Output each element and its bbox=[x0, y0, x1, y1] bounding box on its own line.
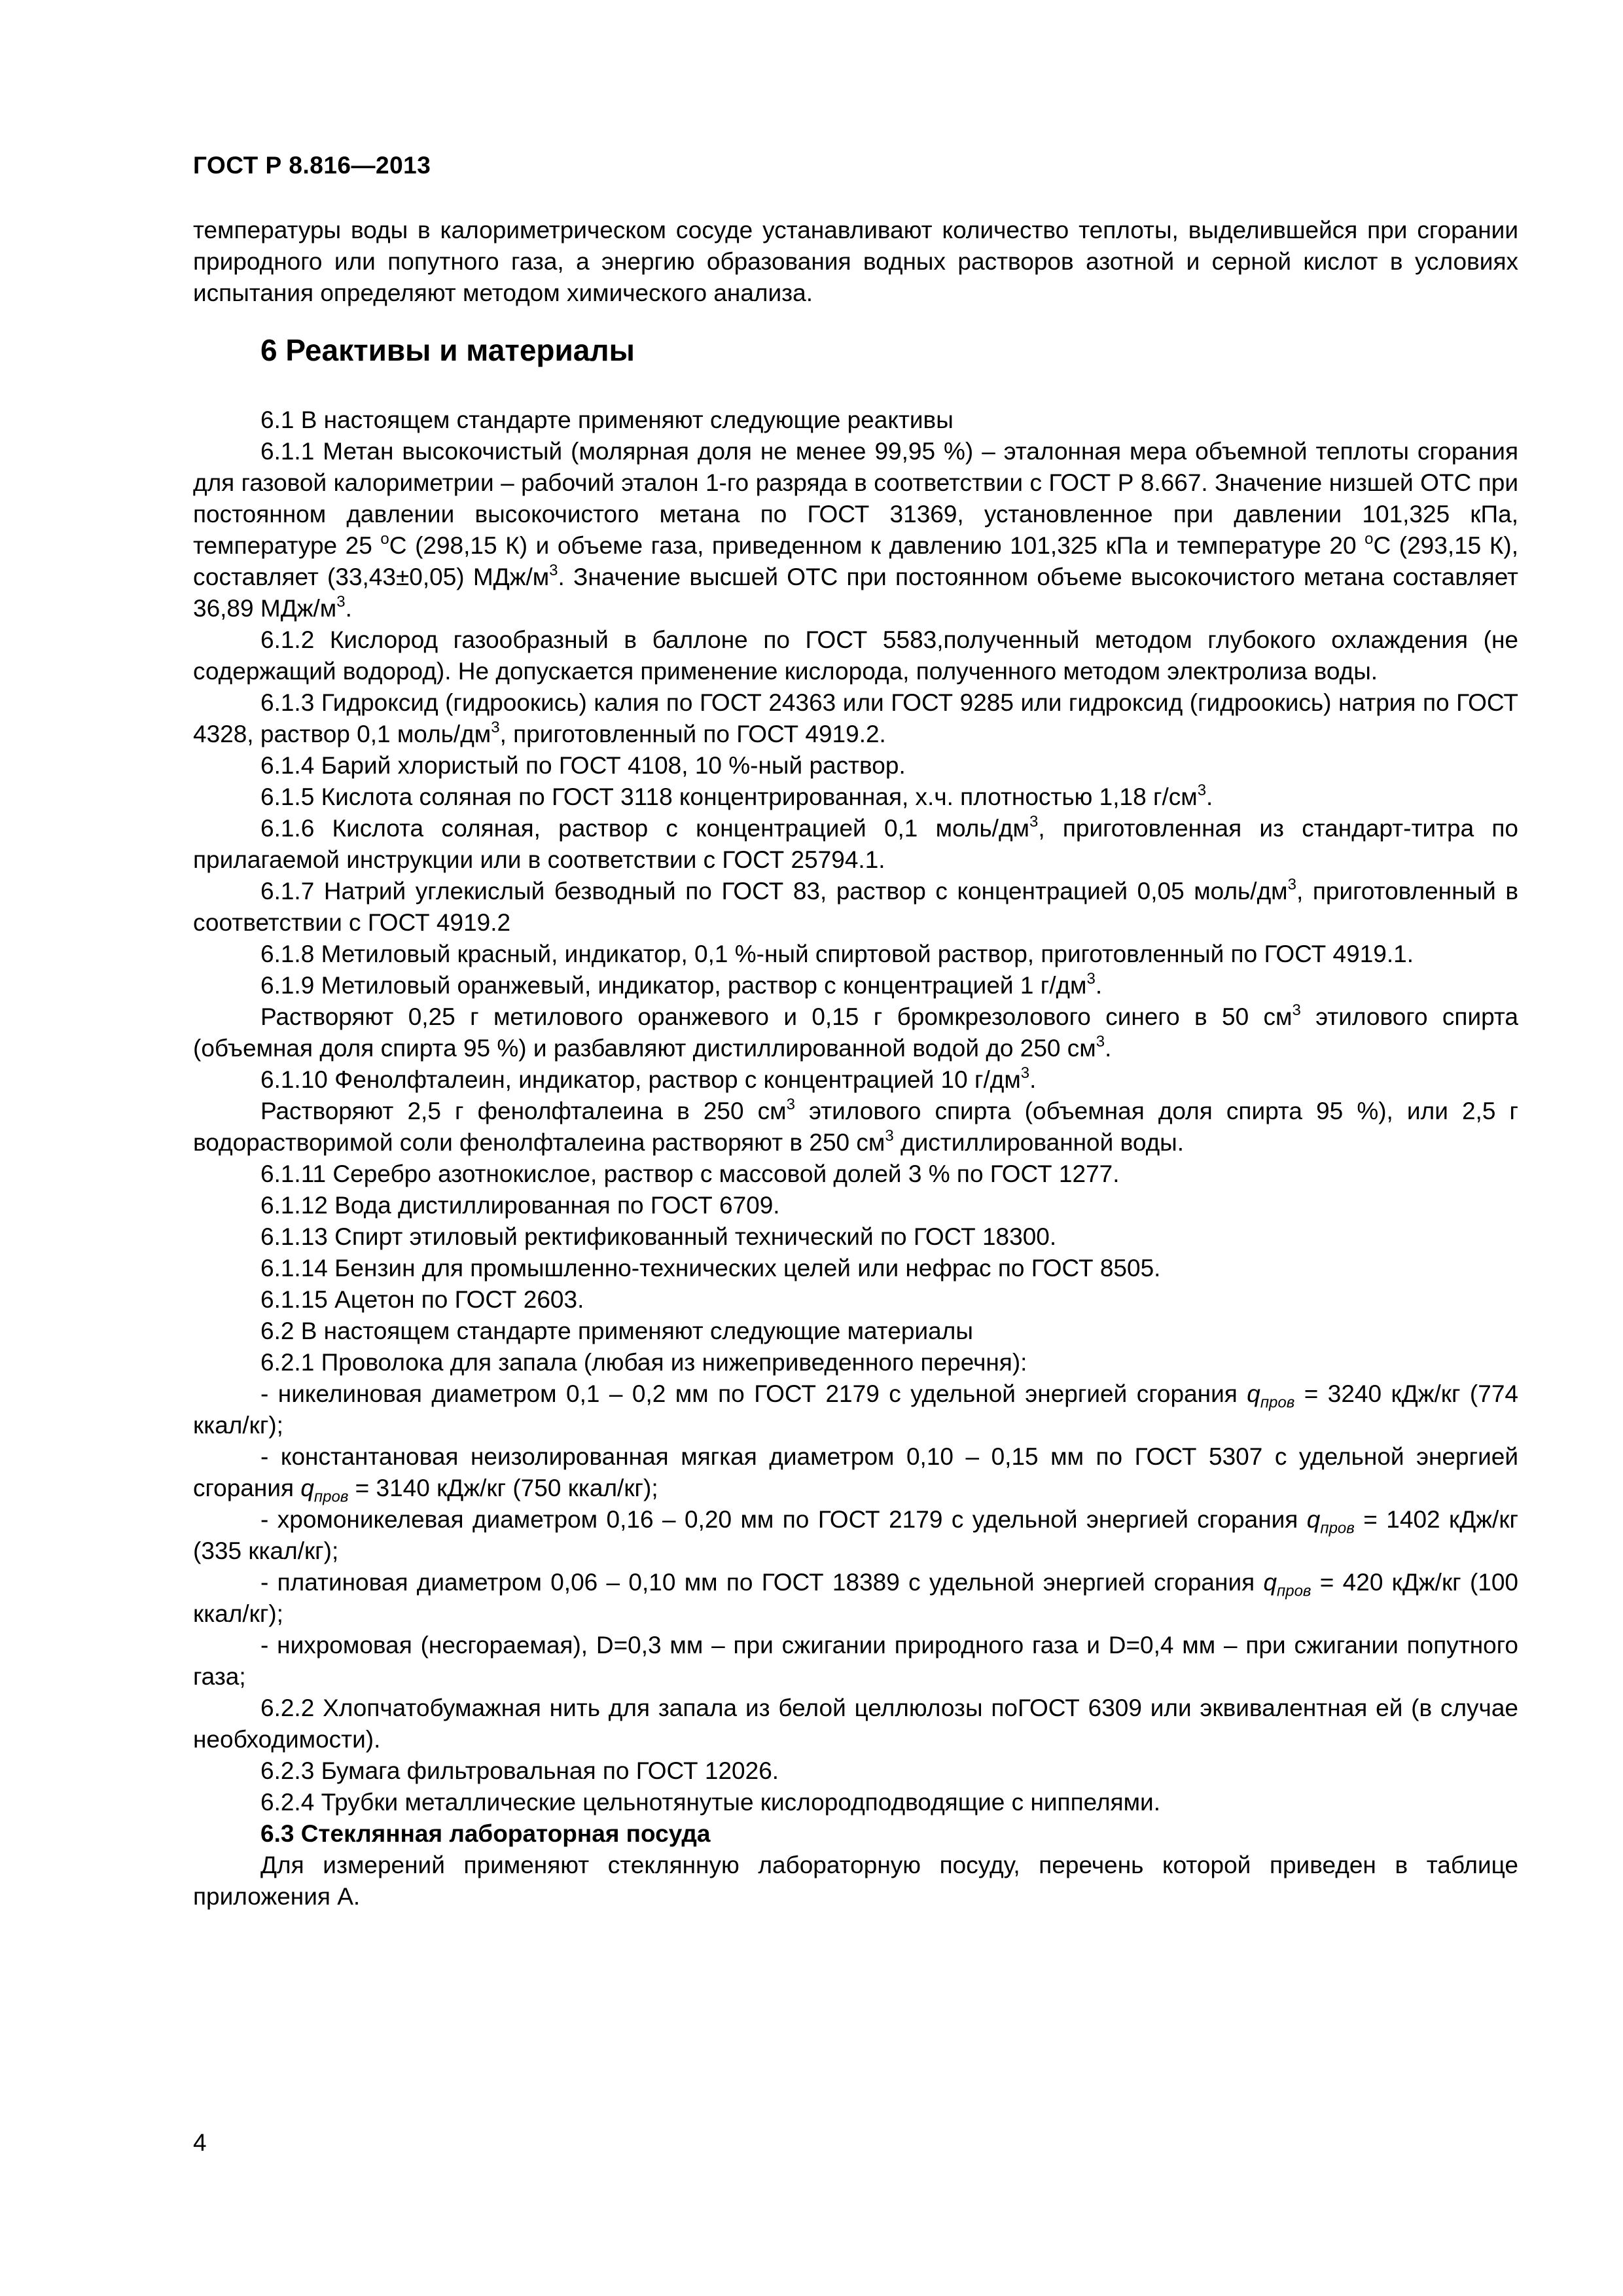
paragraph-6-3: Для измерений применяют стеклянную лабораторную посуду, перечень которой приведен в таблице приложения А. bbox=[193, 1852, 1518, 1910]
paragraph-6-1-15: 6.1.15 Ацетон по ГОСТ 2603. bbox=[260, 1286, 584, 1313]
paragraph-6-1-1: 6.1.1 Метан высокочистый (молярная доля не менее 99,95 %) – эталонная мера объемной теплоты сгорания для газовой калориметрии – рабочий эталон 1-го разряда в соответствии с ГОСТ Р 8.667. Значение низшей ОТС при постоянном давлении высокочистого метана по ГОСТ 31369, установленное при давлении 101,325 кПа, температуре 25 $^o$С (298,15 К) и объеме газа, приведенном к давлению 101,325 кПа и температуре 20 $^o$С (293,15 К), составляет (33,43±0,05) МДж/$м^3$. Значение высшей ОТС при постоянном объеме высокочистого метана составляет 36,89 МДж/$м^3$. bbox=[193, 438, 1518, 622]
paragraph-6-1-6: 6.1.6 Кислота соляная, раствор с концентрацией 0,1 моль/$дм^3$, приготовленная из стандарт-титра по прилагаемой инструкции или в соответствии с ГОСТ 25794.1. bbox=[193, 812, 1518, 873]
page-number: 4 bbox=[193, 2129, 207, 2156]
section-title: 6 Реактивы и материалы bbox=[260, 333, 635, 367]
wire-item-platinum: - платиновая диаметром 0,06 – 0,10 мм по ГОСТ 18389 с удельной энергией сгорания $q_{пров} = 420$ кДж/кг (100 ккал/кг); bbox=[193, 1569, 1518, 1627]
paragraph-6-1-14: 6.1.14 Бензин для промышленно-технических целей или нефрас по ГОСТ 8505. bbox=[260, 1255, 1161, 1282]
paragraph-6-2: 6.2 В настоящем стандарте применяют следующие материалы bbox=[260, 1318, 973, 1344]
paragraph-6-1-5: 6.1.5 Кислота соляная по ГОСТ 3118 концентрированная, х.ч. плотностью 1,18 $г/см^3$. bbox=[260, 781, 1213, 810]
wire-item-chromonickel: - хромоникелевая диаметром 0,16 – 0,20 мм по ГОСТ 2179 с удельной энергией сгорания $q_{пров} = 1402$ кДж/кг (335 ккал/кг); bbox=[193, 1506, 1519, 1564]
paragraph-6-1-11: 6.1.11 Серебро азотнокислое, раствор с массовой долей 3 % по ГОСТ 1277. bbox=[260, 1160, 1120, 1187]
paragraph-6-1-10-preparation: Растворяют 2,5 г фенолфталеина в 250 $см^3$ этилового спирта (объемная доля спирта 95 %), или 2,5 г водорастворимой соли фенолфталеина растворяют в 250 $см^3$ дистиллированной воды. bbox=[193, 1095, 1518, 1156]
document-header: ГОСТ Р 8.816—2013 bbox=[193, 152, 431, 179]
paragraph-6-2-4: 6.2.4 Трубки металлические цельнотянутые кислородподводящие с ниппелями. bbox=[260, 1789, 1160, 1816]
paragraph-6-1-12: 6.1.12 Вода дистиллированная по ГОСТ 6709. bbox=[260, 1192, 780, 1219]
paragraph-6-1-9-preparation: Растворяют 0,25 г метилового оранжевого и 0,15 г бромкрезолового синего в 50 $см^3$ этилового спирта (объемная доля спирта 95 %) и разбавляют дистиллированной водой до 250 $см^3$. bbox=[193, 1001, 1518, 1062]
paragraph-6-2-1: 6.2.1 Проволока для запала (любая из нижеприведенного перечня): bbox=[260, 1349, 1027, 1376]
intro-paragraph: температуры воды в калориметрическом сосуде устанавливают количество теплоты, выделившейся при сгорании природного или попутного газа, а энергию образования водных растворов азотной и серной кислот в условиях испытания определяют методом химического анализа. bbox=[193, 217, 1518, 306]
paragraph-6-1-8: 6.1.8 Метиловый красный, индикатор, 0,1 %-ный спиртовой раствор, приготовленный по ГОСТ 4919.1. bbox=[260, 941, 1414, 967]
paragraph-6-1-3: 6.1.3 Гидроксид (гидроокись) калия по ГОСТ 24363 или ГОСТ 9285 или гидроксид (гидроокись) натрия по ГОСТ 4328, раствор 0,1 моль/$дм^3$, приготовленный по ГОСТ 4919.2. bbox=[193, 689, 1518, 747]
paragraph-6-2-2: 6.2.2 Хлопчатобумажная нить для запала из белой целлюлозы поГОСТ 6309 или эквивалентная ей (в случае необходимости). bbox=[193, 1695, 1518, 1753]
document-body bbox=[193, 215, 1518, 1912]
paragraph-6-1-13: 6.1.13 Спирт этиловый ректификованный технический по ГОСТ 18300. bbox=[260, 1223, 1057, 1250]
paragraph-6-1-10: 6.1.10 Фенолфталеин, индикатор, раствор с концентрацией 10 $г/дм^3$. bbox=[260, 1064, 1037, 1093]
paragraph-6-1-4: 6.1.4 Барий хлористый по ГОСТ 4108, 10 %-ный раствор. bbox=[260, 752, 906, 779]
paragraph-6-2-3: 6.2.3 Бумага фильтровальная по ГОСТ 12026. bbox=[260, 1757, 779, 1784]
paragraph-6-1-2: 6.1.2 Кислород газообразный в баллоне по ГОСТ 5583,полученный методом глубокого охлаждения (не содержащий водород). Не допускается применение кислорода, полученного методом электролиза воды. bbox=[193, 626, 1518, 685]
wire-item-nickel: - никелиновая диаметром 0,1 – 0,2 мм по ГОСТ 2179 с удельной энергией сгорания $q_{пров} = 3240$ кДж/кг (774 ккал/кг); bbox=[193, 1380, 1518, 1439]
subsection-title-6-3: 6.3 Стеклянная лабораторная посуда bbox=[260, 1820, 711, 1847]
paragraph-6-1-9: 6.1.9 Метиловый оранжевый, индикатор, раствор с концентрацией 1 $г/дм^3$. bbox=[260, 969, 1103, 999]
wire-item-nichrome: - нихромовая (несгораемая), D=0,3 мм – при сжигании природного газа и D=0,4 мм – при сжигании попутного газа; bbox=[193, 1632, 1518, 1690]
paragraph-6-1: 6.1 В настоящем стандарте применяют следующие реактивы bbox=[260, 406, 954, 433]
paragraph-6-1-7: 6.1.7 Натрий углекислый безводный по ГОСТ 83, раствор с концентрацией 0,05 моль/$дм^3$, приготовленный в соответствии с ГОСТ 4919.2 bbox=[193, 875, 1518, 936]
wire-item-constantan: - константановая неизолированная мягкая диаметром 0,10 – 0,15 мм по ГОСТ 5307 с удельной энергией сгорания $q_{пров} = 3140$ кДж/кг (750 ккал/кг); bbox=[193, 1443, 1518, 1506]
